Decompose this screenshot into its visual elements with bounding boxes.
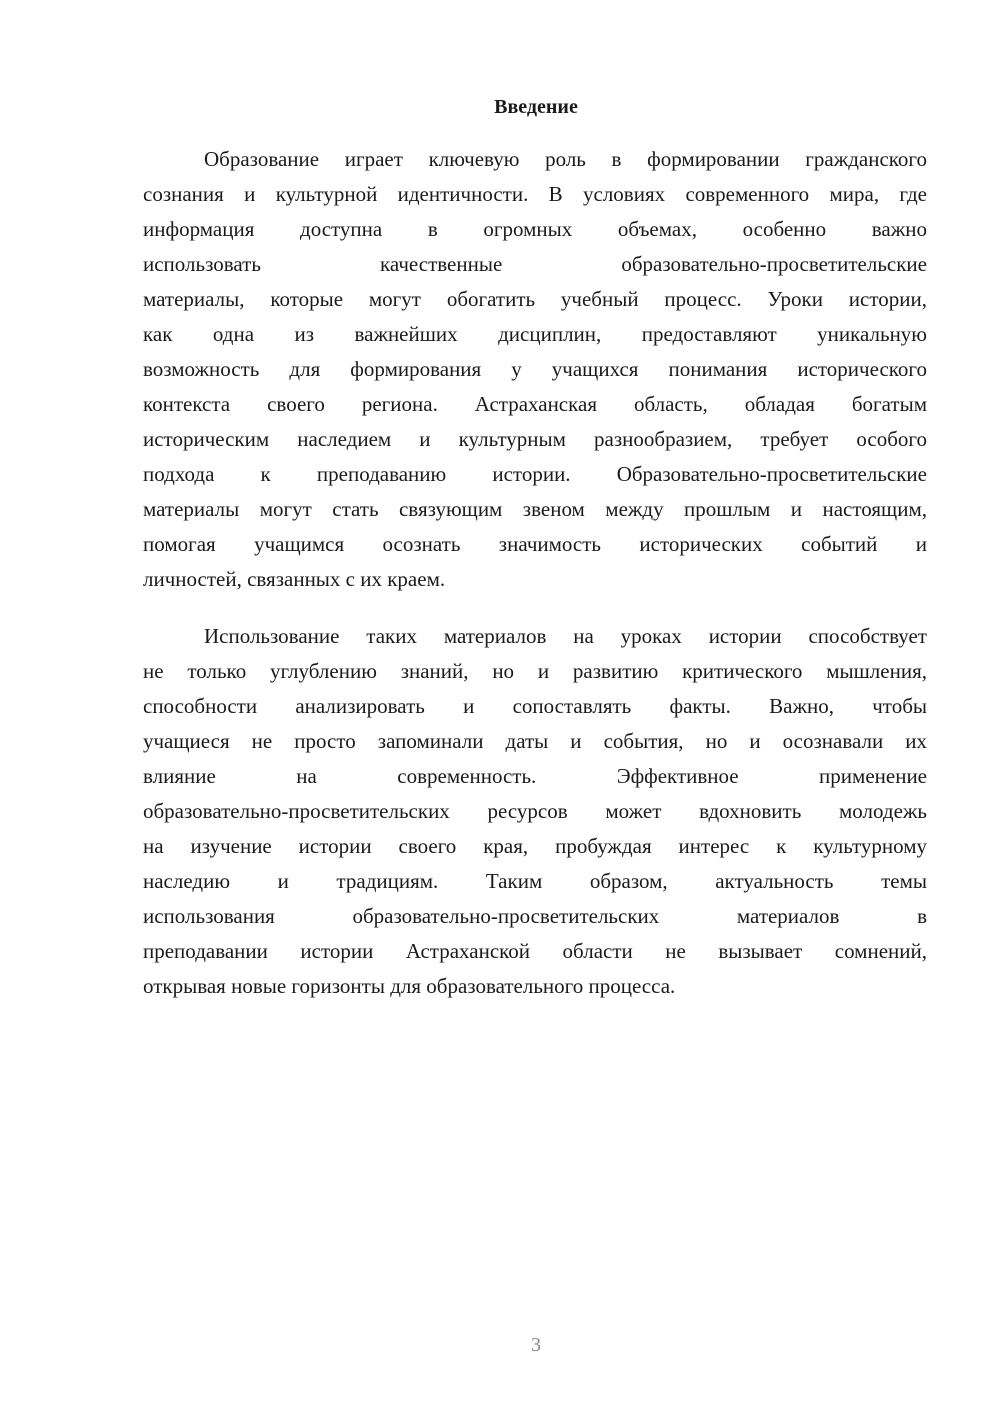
text-line: как одна из важнейших дисциплин, предоставляют уникальную: [143, 322, 927, 346]
text-line: информация доступна в огромных объемах, особенно важно: [143, 217, 927, 241]
text-line: способности анализировать и сопоставлять факты. Важно, чтобы: [143, 694, 927, 718]
text-line: материалы, которые могут обогатить учебный процесс. Уроки истории,: [143, 287, 927, 311]
text-line: на изучение истории своего края, пробуждая интерес к культурному: [143, 834, 927, 858]
text-line: помогая учащимся осознать значимость исторических событий и: [143, 532, 927, 556]
text-line: не только углублению знаний, но и развитию критического мышления,: [143, 659, 927, 683]
text-line: возможность для формирования у учащихся понимания исторического: [143, 357, 927, 381]
text-line: сознания и культурной идентичности. В условиях современного мира, где: [143, 182, 927, 206]
text-line: личностей, связанных с их краем.: [143, 567, 446, 591]
text-line: контекста своего региона. Астраханская область, обладая богатым: [143, 392, 927, 416]
text-line: подхода к преподаванию истории. Образовательно-просветительские: [143, 462, 927, 486]
text-line: использования образовательно-просветительских материалов в: [143, 904, 927, 928]
text-line: влияние на современность. Эффективное применение: [143, 764, 927, 788]
text-line: историческим наследием и культурным разнообразием, требует особого: [143, 427, 927, 451]
text-line: открывая новые горизонты для образовательного процесса.: [143, 974, 676, 998]
text-line: образовательно-просветительских ресурсов может вдохновить молодежь: [143, 799, 927, 823]
text-line: Использование таких материалов на уроках истории способствует: [204, 624, 927, 648]
page-title: Введение: [494, 96, 578, 118]
page-number: 3: [531, 1334, 541, 1356]
paragraph-2: [143, 619, 927, 1004]
text-line: использовать качественные образовательно-просветительские: [143, 252, 927, 276]
text-line: учащиеся не просто запоминали даты и события, но и осознавали их: [143, 729, 927, 753]
text-line: материалы могут стать связующим звеном между прошлым и настоящим,: [143, 497, 927, 521]
text-line: преподавании истории Астраханской области не вызывает сомнений,: [143, 939, 927, 963]
text-line: наследию и традициям. Таким образом, актуальность темы: [143, 869, 927, 893]
text-line: Образование играет ключевую роль в формировании гражданского: [204, 147, 927, 171]
paragraph-1: [143, 142, 927, 597]
